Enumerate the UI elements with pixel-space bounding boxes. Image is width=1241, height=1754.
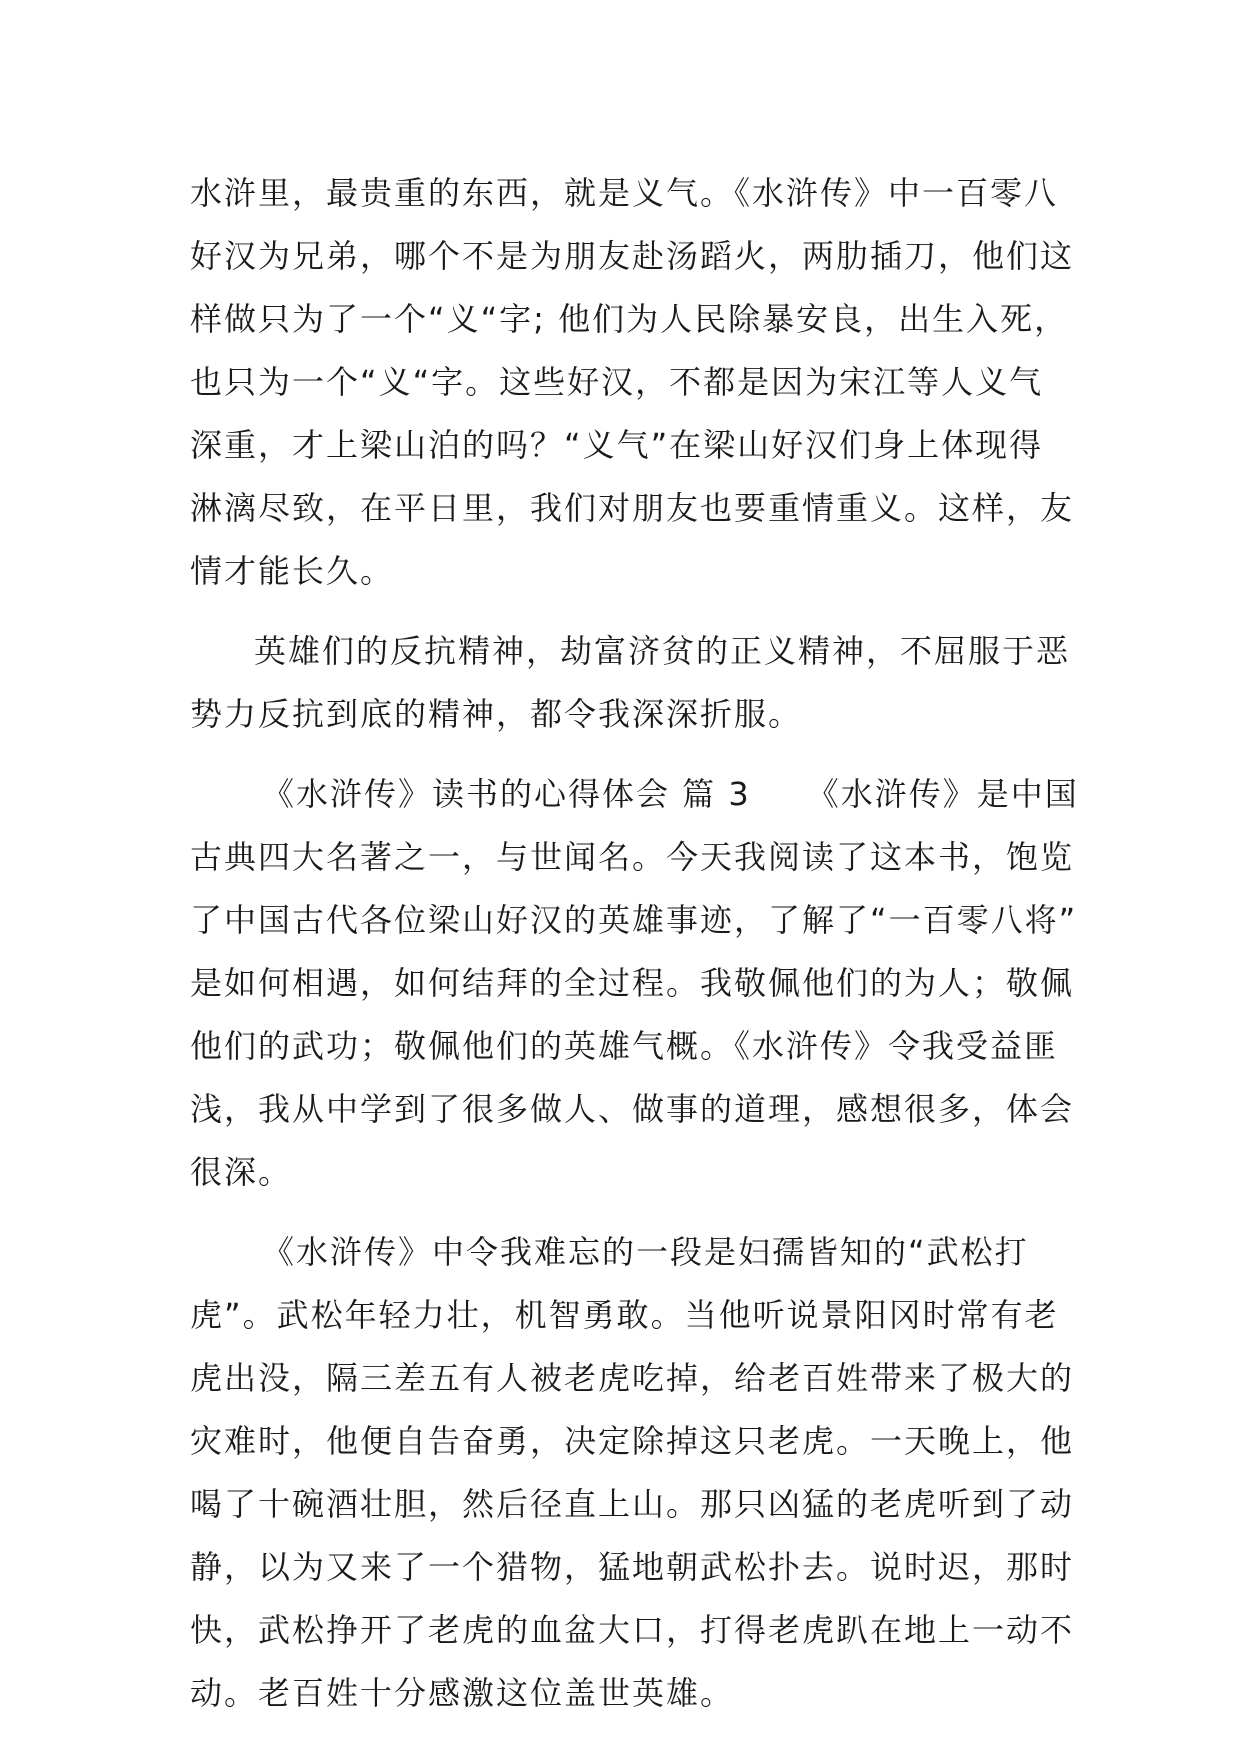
text-line: 是如何相遇，如何结拜的全过程。我敬佩他们的为人；敬佩 [190,964,1075,1002]
text-line: 灾难时，他便自告奋勇，决定除掉这只老虎。一天晚上，他 [190,1422,1075,1460]
paragraph-4 [190,1221,1090,1725]
section-heading: 《水浒传》读书的心得体会 篇 3 [262,775,751,813]
text-line: 好汉为兄弟，哪个不是为朋友赴汤蹈火，两肋插刀，他们这 [190,237,1075,275]
text-line-start: 《水浒传》是中国 [806,775,1079,813]
paragraph-1 [190,162,1090,603]
text-line: 淋漓尽致，在平日里，我们对朋友也要重情重义。这样，友 [190,489,1075,527]
text-line: 喝了十碗酒壮胆，然后径直上山。那只凶猛的老虎听到了动 [190,1485,1075,1523]
text-line: 静，以为又来了一个猎物，猛地朝武松扑去。说时迟，那时 [190,1548,1075,1586]
text-line: 古典四大名著之一，与世闻名。今天我阅读了这本书，饱览 [190,838,1075,876]
paragraph-2 [190,620,1090,746]
text-line: 深重，才上梁山泊的吗？“义气”在梁山好汉们身上体现得 [190,426,1044,464]
text-line: 也只为一个“义“字。这些好汉，不都是因为宋江等人义气 [190,363,1044,401]
text-line: 势力反抗到底的精神，都令我深深折服。 [190,695,803,733]
document-body [190,162,1090,1725]
text-line: 了中国古代各位梁山好汉的英雄事迹，了解了“一百零八将” [190,901,1078,939]
text-line: 快，武松挣开了老虎的血盆大口，打得老虎趴在地上一动不 [190,1611,1075,1649]
text-line: 样做只为了一个“义“字; 他们为人民除暴安良，出生入死， [190,300,1069,338]
text-line: 《水浒传》中令我难忘的一段是妇孺皆知的“武松打 [262,1233,1029,1271]
text-line: 很深。 [190,1153,293,1191]
text-line: 浅，我从中学到了很多做人、做事的道理，感想很多，体会 [190,1090,1075,1128]
text-line: 虎”。武松年轻力壮，机智勇敢。当他听说景阳冈时常有老 [190,1296,1059,1334]
text-line: 水浒里，最贵重的东西，就是义气。《水浒传》中一百零八 [190,174,1059,212]
text-line: 他们的武功；敬佩他们的英雄气概。《水浒传》令我受益匪 [190,1027,1059,1065]
section-heading-line [190,763,1090,826]
text-line: 情才能长久。 [190,552,395,590]
paragraph-3 [190,763,1090,1204]
text-line: 虎出没，隔三差五有人被老虎吃掉，给老百姓带来了极大的 [190,1359,1075,1397]
text-line: 英雄们的反抗精神，劫富济贫的正义精神，不屈服于恶 [254,632,1071,670]
text-line: 动。老百姓十分感激这位盖世英雄。 [190,1674,735,1712]
